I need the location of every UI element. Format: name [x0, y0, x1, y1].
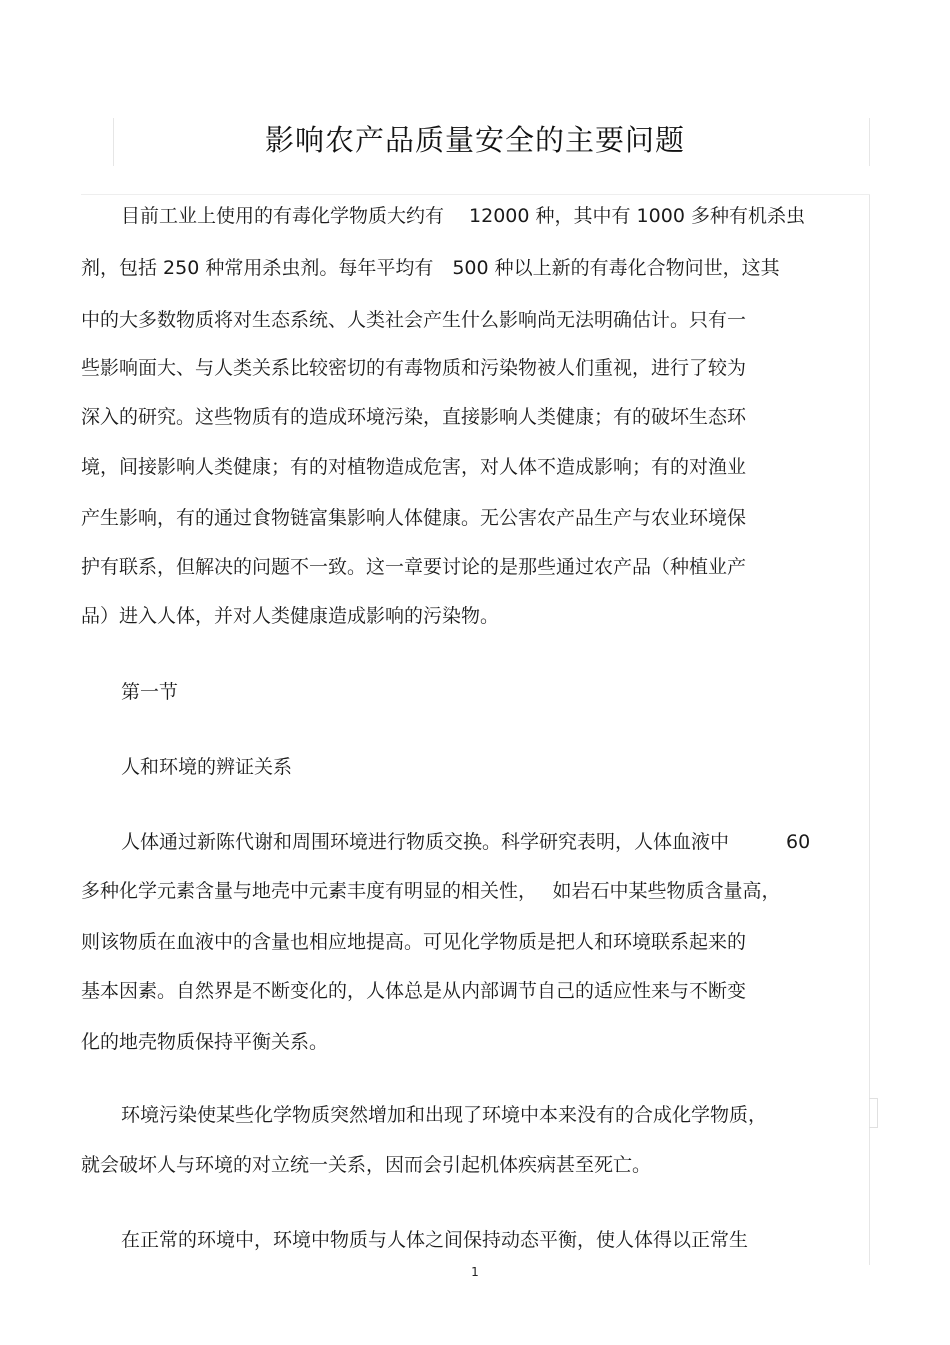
- paragraph-line: 多种化学元素含量与地壳中元素丰度有明显的相关性， 如岩石中某些物质含量高，: [81, 880, 781, 902]
- paragraph-line: 深入的研究。这些物质有的造成环境污染，直接影响人类健康；有的破坏生态环: [81, 406, 747, 428]
- page-number: 1: [471, 1265, 479, 1279]
- paragraph-line: 品）进入人体，并对人类健康造成影响的污染物。: [81, 605, 500, 627]
- page-guide-notch: [869, 1098, 878, 1128]
- paragraph-line: 剂，包括 250 种常用杀虫剂。每年平均有 500 种以上新的有毒化合物问世，这其: [81, 257, 780, 279]
- paragraph-line: 化的地壳物质保持平衡关系。: [81, 1031, 329, 1053]
- section-label: 第一节: [121, 681, 179, 703]
- paragraph-line: 在正常的环境中，环境中物质与人体之间保持动态平衡，使人体得以正常生: [121, 1229, 749, 1251]
- paragraph-line: 些影响面大、与人类关系比较密切的有毒物质和污染物被人们重视，进行了较为: [81, 357, 747, 379]
- paragraph-line: 中的大多数物质将对生态系统、人类社会产生什么影响尚无法明确估计。只有一: [81, 309, 747, 331]
- paragraph-line: 环境污染使某些化学物质突然增加和出现了环境中本来没有的合成化学物质，: [121, 1104, 768, 1126]
- paragraph-line: 目前工业上使用的有毒化学物质大约有 12000 种，其中有 1000 多种有机杀虫: [121, 205, 805, 227]
- paragraph-line: 就会破坏人与环境的对立统一关系，因而会引起机体疾病甚至死亡。: [81, 1154, 652, 1176]
- paragraph-line: 护有联系，但解决的问题不一致。这一章要讨论的是那些通过农产品（种植业产: [81, 556, 747, 578]
- paragraph-line: 人体通过新陈代谢和周围环境进行物质交换。科学研究表明，人体血液中 60: [121, 831, 811, 853]
- paragraph-line: 则该物质在血液中的含量也相应地提高。可见化学物质是把人和环境联系起来的: [81, 931, 747, 953]
- section-title: 人和环境的辨证关系: [121, 756, 293, 778]
- paragraph-line: 基本因素。自然界是不断变化的，人体总是从内部调节自己的适应性来与不断变: [81, 980, 747, 1002]
- paragraph-line: 境，间接影响人类健康；有的对植物造成危害，对人体不造成影响；有的对渔业: [81, 456, 747, 478]
- paragraph-line: 产生影响，有的通过食物链富集影响人体健康。无公害农产品生产与农业环境保: [81, 507, 747, 529]
- document-title: 影响农产品质量安全的主要问题: [264, 123, 685, 157]
- page-guide-line: [81, 194, 870, 195]
